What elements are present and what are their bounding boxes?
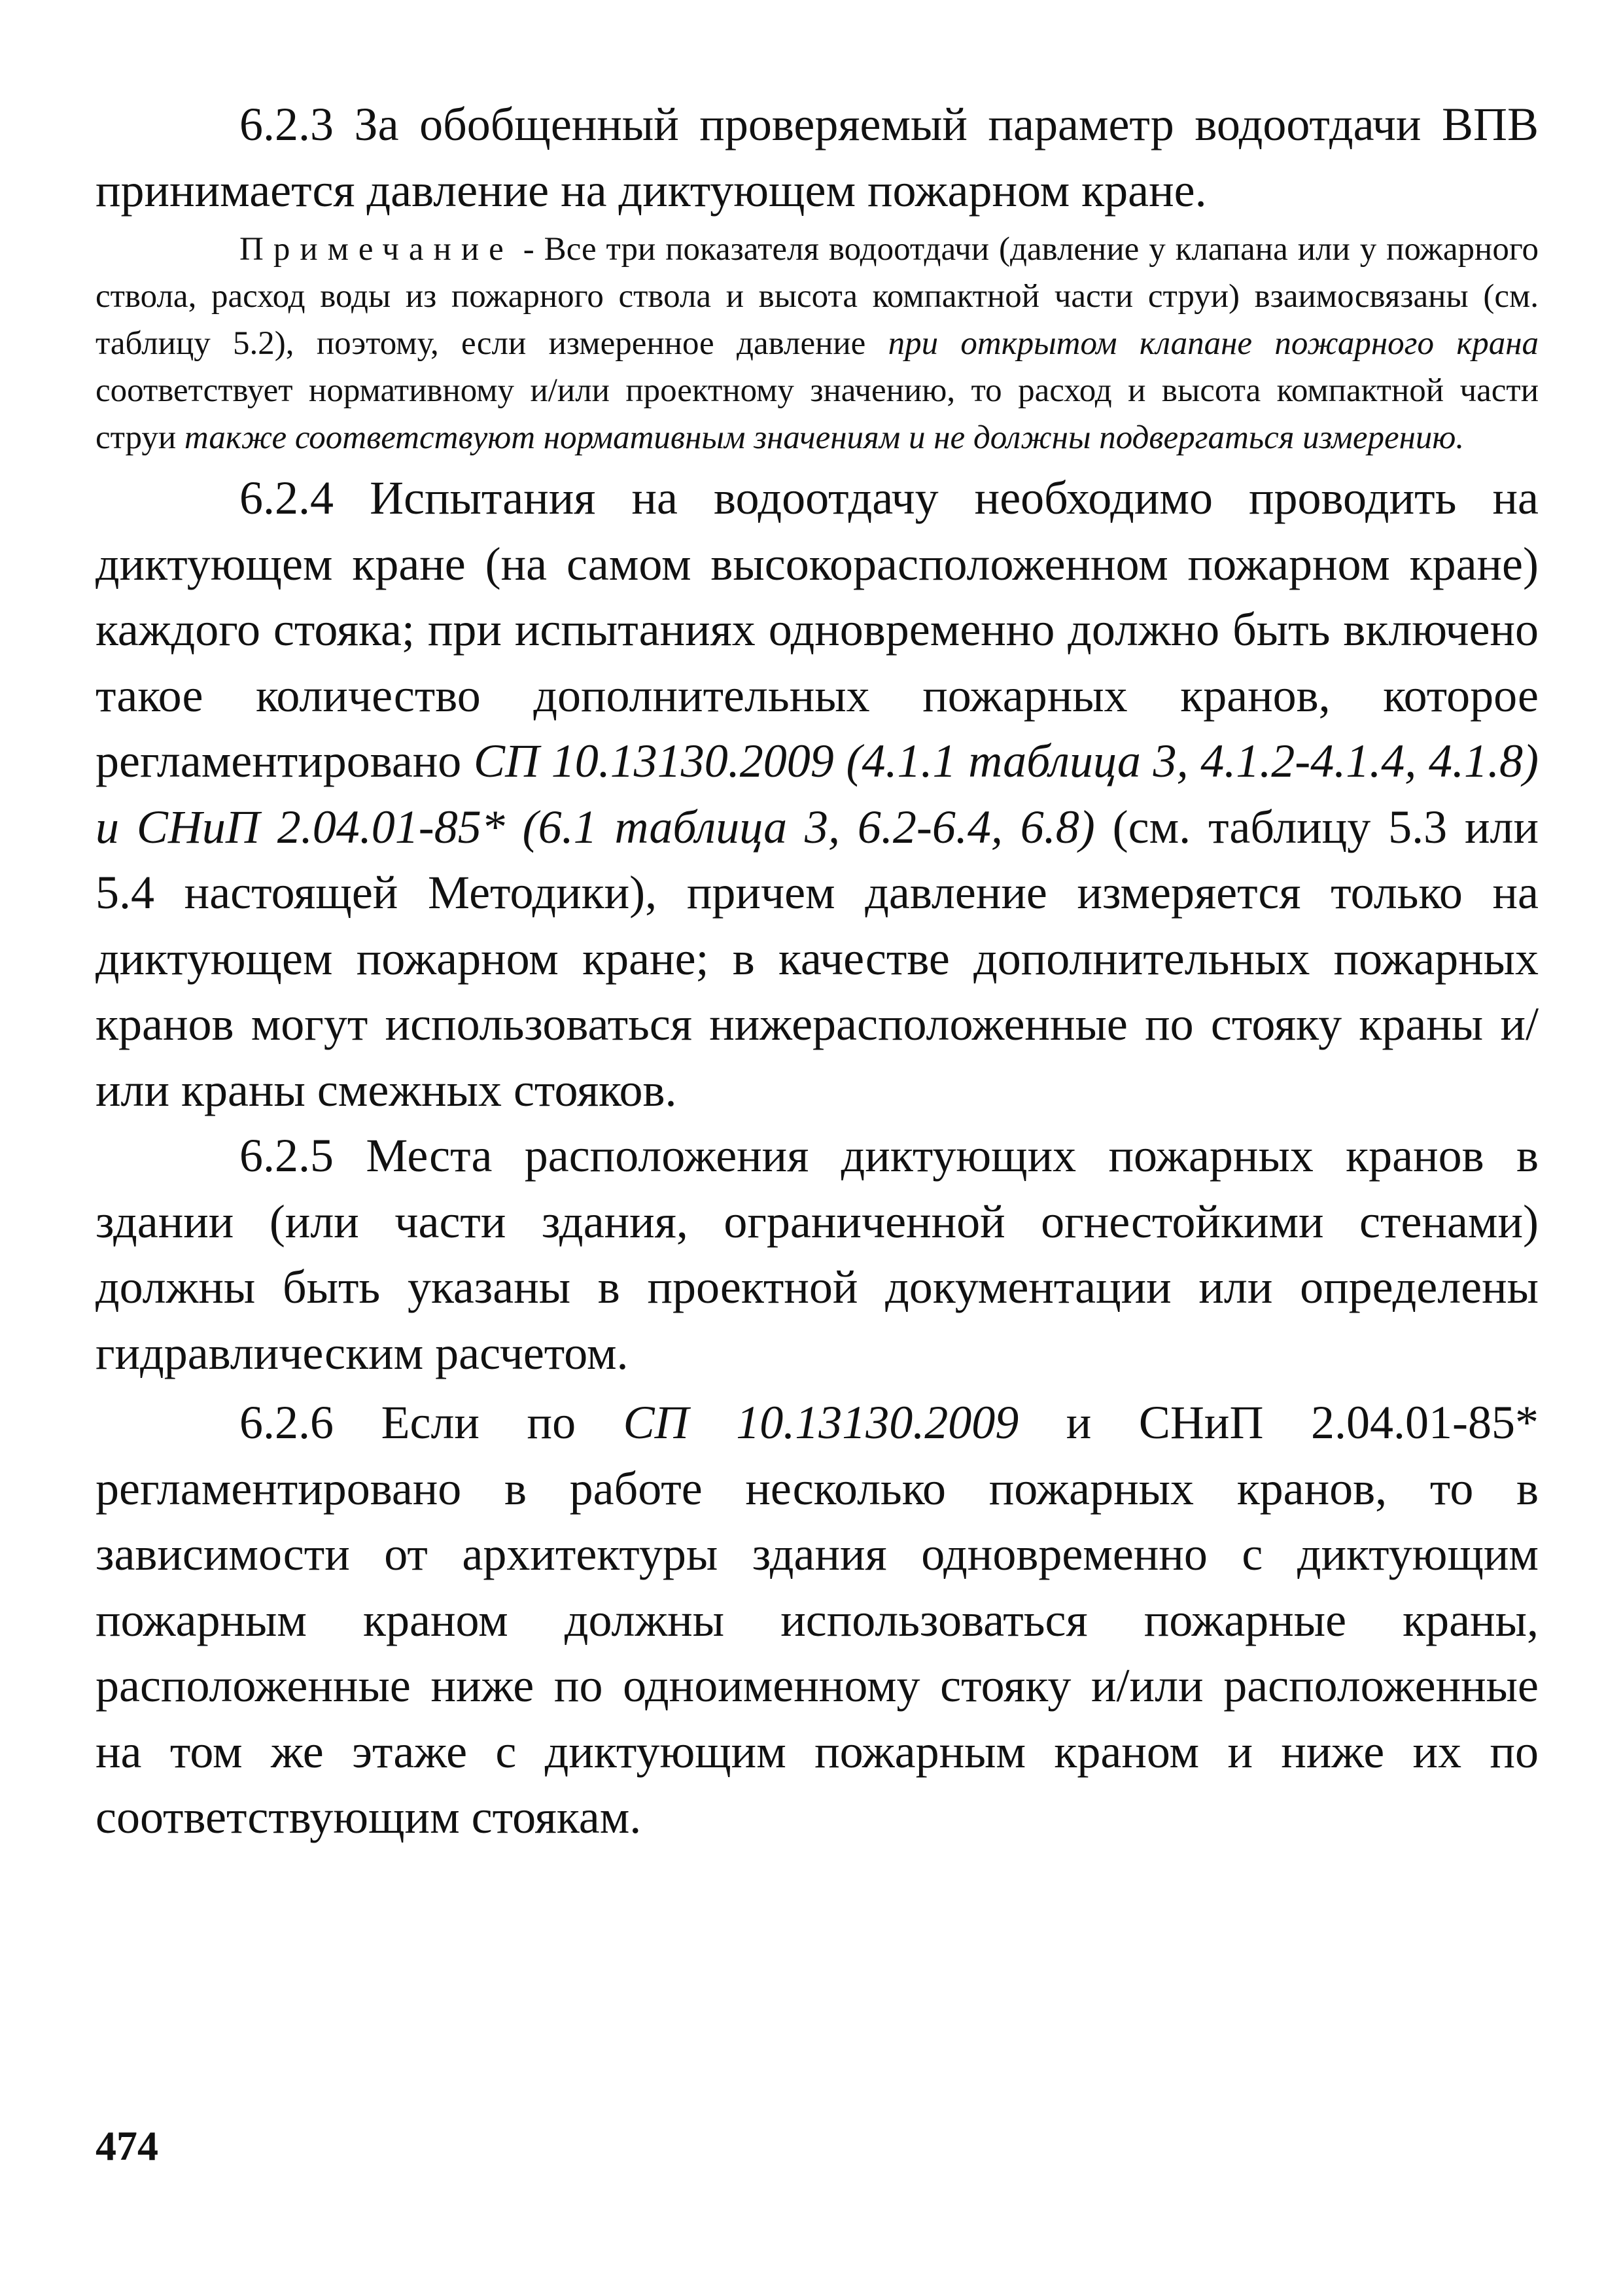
paragraph-6-2-4-text-a: 6.2.4 Испытания на водоотдачу необходимо проводить на диктующем кране (на самом высокорасположенном пожарном кране) каждого стояка; при испытаниях одновременно должно быть включено такое количество дополнительных пожарных кранов, которое регламентировано	[96, 472, 1539, 787]
note-text-a: - Все три показателя водоотдачи (давление у клапана или у пожарного ствола, расход воды из пожарного ствола и высота компактной части струи) взаимосвязаны (см. таблицу 5.2), поэтому, если измеренное давление	[96, 231, 1539, 362]
paragraph-6-2-3-text: 6.2.3 За обобщенный проверяемый параметр водоотдачи ВПВ принимается давление на диктующем пожарном кране.	[96, 98, 1539, 217]
paragraph-6-2-6-text-a: 6.2.6 Если по	[239, 1396, 623, 1449]
note-text-b: соответствует нормативному и/или проектному значению, то расход и высота компактной части струи	[96, 372, 1539, 456]
note-block	[96, 226, 1539, 461]
paragraph-6-2-6	[96, 1390, 1539, 1850]
paragraph-6-2-4-text-b: (см. таблицу 5.3 или 5.4 настоящей Методики), причем давление измеряется только на диктующем пожарном кране; в качестве дополнительных пожарных кранов могут использоваться нижерасположенные по стояку краны и/или краны смежных стояков.	[96, 800, 1539, 1116]
paragraph-6-2-5	[96, 1123, 1539, 1386]
note-italic-b: также соответствуют нормативным значениям и не должны подвергаться измерению.	[184, 419, 1465, 456]
paragraph-6-2-6-italic-a: СП 10.13130.2009	[623, 1396, 1019, 1449]
paragraph-6-2-3	[96, 92, 1539, 223]
page-number: 474	[96, 2123, 158, 2169]
paragraph-6-2-4-italic-a: СП 10.13130.2009 (4.1.1 таблица 3, 4.1.2-4.1.4, 4.1.8) и СНиП 2.04.01-85* (6.1 таблица 3, 6.2-6.4, 6.8)	[96, 735, 1539, 853]
paragraph-6-2-5-text: 6.2.5 Места расположения диктующих пожарных кранов в здании (или части здания, ограниченной огнестойкими стенами) должны быть указаны в проектной документации или определены гидравлическим расчетом.	[96, 1129, 1539, 1379]
note-italic-a: при открытом клапане пожарного крана	[888, 325, 1539, 362]
paragraph-6-2-4	[96, 465, 1539, 1123]
document-page	[96, 92, 1539, 1850]
paragraph-6-2-6-text-b: и СНиП 2.04.01-85* регламентировано в работе несколько пожарных кранов, то в зависимости от архитектуры здания одновременно с диктующим пожарным краном должны использоваться пожарные краны, расположенные ниже по одноименному стояку и/или расположенные на том же этаже с диктующим пожарным краном и ниже их по соответствующим стоякам.	[96, 1396, 1539, 1843]
note-label: Примечание	[239, 231, 514, 268]
